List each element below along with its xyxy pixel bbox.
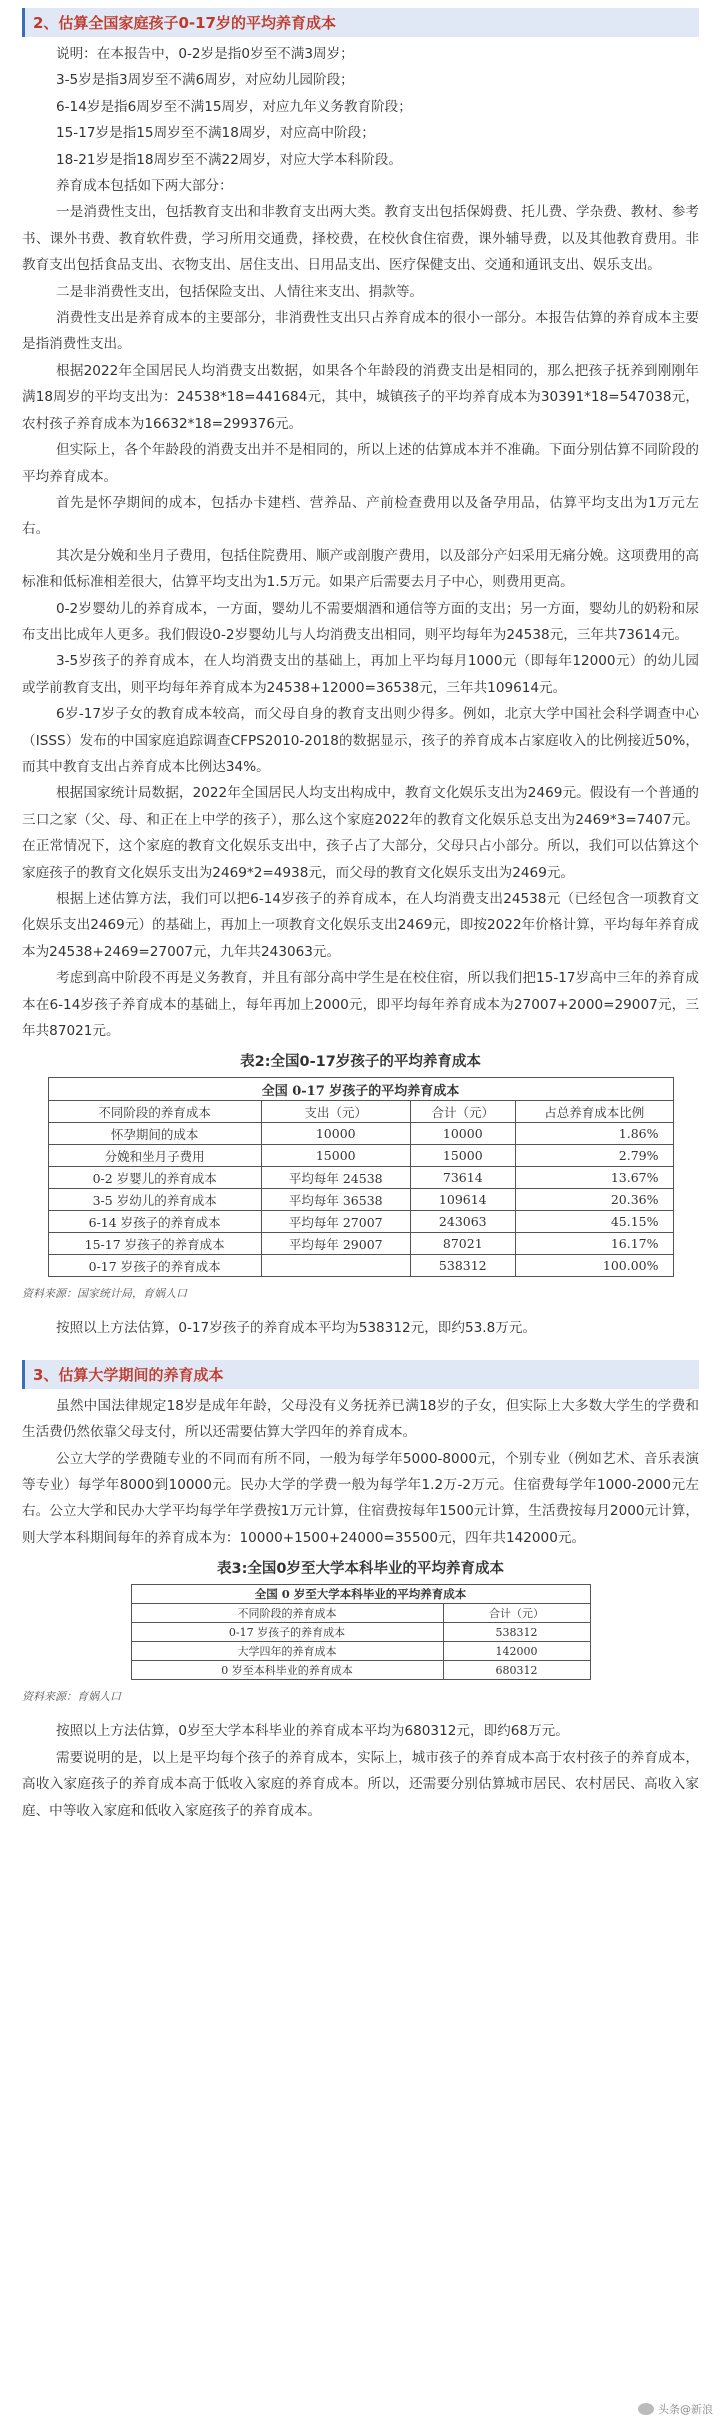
paragraph: 但实际上，各个年龄段的消费支出并不是相同的，所以上述的估算成本并不准确。下面分别估算不同阶段的平均养育成本。 — [22, 442, 699, 485]
column-header: 占总养育成本比例 — [515, 1101, 673, 1123]
table-row — [131, 1661, 590, 1680]
table-cell: 6-14 岁孩子的养育成本 — [48, 1211, 261, 1233]
table-row — [48, 1211, 673, 1233]
table-cell: 538312 — [410, 1255, 515, 1277]
table-cell — [261, 1255, 410, 1277]
paragraph: 需要说明的是，以上是平均每个孩子的养育成本，实际上，城市孩子的养育成本高于农村孩子的养育成本，高收入家庭孩子的养育成本高于低收入家庭的养育成本。所以，还需要分别估算城市居民、农村居民、高收入家庭、中等收入家庭和低收入家庭孩子的养育成本。 — [22, 1749, 699, 1819]
table-cell: 45.15% — [515, 1211, 673, 1233]
paragraph: 根据国家统计局数据，2022年全国居民人均支出构成中，教育文化娱乐支出为2469元。假设有一个普通的三口之家（父、母、和正在上中学的孩子），那么这个家庭2022年的教育文化娱乐总支出为2469*3=7407元。在正常情况下，这个家庭的教育文化娱乐支出中，孩子占了大部分，父母只占小部分。所以，我们可以估算这个家庭孩子的教育文化娱乐支出为2469*2=4938元，而父母的教育文化娱乐支出为2469元。 — [22, 785, 699, 881]
table-cell: 15-17 岁孩子的养育成本 — [48, 1233, 261, 1255]
table-cell: 2.79% — [515, 1145, 673, 1167]
column-header: 不同阶段的养育成本 — [131, 1604, 443, 1623]
table-row — [48, 1233, 673, 1255]
paragraph: 0-2岁婴幼儿的养育成本，一方面，婴幼儿不需要烟酒和通信等方面的支出；另一方面，婴幼儿的奶粉和尿布支出比成年人更多。我们假设0-2岁婴幼儿与人均消费支出相同，则平均每年为24538元，三年共73614元。 — [22, 600, 699, 643]
column-header: 合计（元） — [410, 1101, 515, 1123]
paragraph: 二是非消费性支出，包括保险支出、人情往来支出、捐款等。 — [56, 283, 424, 300]
table-2 — [48, 1077, 674, 1277]
table-cell: 680312 — [443, 1661, 590, 1680]
definition-line: 说明：在本报告中，0-2岁是指0岁至不满3周岁； — [56, 46, 354, 62]
table-cell: 0-2 岁婴儿的养育成本 — [48, 1167, 261, 1189]
definition-line: 18-21岁是指18周岁至不满22周岁，对应大学本科阶段。 — [56, 151, 402, 168]
paragraph: 考虑到高中阶段不再是义务教育，并且有部分高中学生是在校住宿，所以我们把15-17岁高中三年的养育成本在6-14岁孩子养育成本的基础上，每年再加上2000元，即平均每年养育成本为27007+2000=29007元，三年共87021元。 — [22, 970, 699, 1040]
definition-line: 养育成本包括如下两大部分： — [56, 178, 233, 195]
table-cell: 87021 — [410, 1233, 515, 1255]
watermark — [638, 2401, 713, 2417]
table-cell: 20.36% — [515, 1189, 673, 1211]
section-3-heading: 3、估算大学期间的养育成本 — [22, 1360, 699, 1389]
paragraph: 首先是怀孕期间的成本，包括办卡建档、营养品、产前检查费用以及备孕用品，估算平均支出为1万元左右。 — [22, 494, 699, 538]
paragraph: 3-5岁孩子的养育成本，在人均消费支出的基础上，再加上平均每月1000元（即每年12000元）的幼儿园或学前教育支出，则平均每年养育成本为24538+12000=36538元，三年共109614元。 — [22, 653, 699, 696]
paragraph: 按照以上方法估算，0-17岁孩子的养育成本平均为538312元，即约53.8万元。 — [56, 1320, 537, 1337]
table-row — [48, 1167, 673, 1189]
table-row — [131, 1642, 590, 1661]
paragraph: 虽然中国法律规定18岁是成年年龄，父母没有义务抚养已满18岁的子女，但实际上大多数大学生的学费和生活费仍然依靠父母支付，所以还需要估算大学四年的养育成本。 — [22, 1397, 699, 1441]
table-cell: 3-5 岁幼儿的养育成本 — [48, 1189, 261, 1211]
table-cell: 10000 — [410, 1123, 515, 1145]
table-row — [48, 1189, 673, 1211]
paragraph: 按照以上方法估算，0岁至大学本科毕业的养育成本平均为680312元，即约68万元。 — [56, 1723, 569, 1740]
paragraph: 根据2022年全国居民人均消费支出数据，如果各个年龄段的消费支出是相同的，那么把孩子抚养到刚刚年满18周岁的平均支出为：24538*18=441684元，其中，城镇孩子的平均养育成本为30391*18=547038元，农村孩子养育成本为16632*18=299376元。 — [22, 362, 699, 432]
table-cell: 10000 — [261, 1123, 410, 1145]
table-row — [131, 1623, 590, 1642]
table-row — [48, 1123, 673, 1145]
weibo-logo-icon — [638, 2403, 654, 2415]
table-3 — [131, 1584, 591, 1680]
table-2-title: 表2:全国0-17岁孩子的平均养育成本 — [240, 1054, 481, 1071]
table-cell: 分娩和坐月子费用 — [48, 1145, 261, 1167]
table-cell: 平均每年 24538 — [261, 1167, 410, 1189]
table-cell: 平均每年 27007 — [261, 1211, 410, 1233]
table-caption: 全国 0-17 岁孩子的平均养育成本 — [48, 1078, 673, 1101]
table-cell: 怀孕期间的成本 — [48, 1123, 261, 1145]
table-cell: 109614 — [410, 1189, 515, 1211]
paragraph: 根据上述估算方法，我们可以把6-14岁孩子的养育成本，在人均消费支出24538元（已经包含一项教育文化娱乐支出2469元）的基础上，再加上一项教育文化娱乐支出2469元，即按2022年价格计算，平均每年养育成本为24538+2469=27007元，九年共243063元。 — [22, 891, 699, 960]
paragraph: 6岁-17岁子女的教育成本较高，而父母自身的教育支出则少得多。例如，北京大学中国社会科学调查中心（ISSS）发布的中国家庭追踪调查CFPS2010-2018的数据显示，孩子的养育成本占家庭收入的比例接近50%，而其中教育支出占养育成本比例达34%。 — [22, 706, 699, 775]
table-cell: 0 岁至本科毕业的养育成本 — [131, 1661, 443, 1680]
column-header: 合计（元） — [443, 1604, 590, 1623]
table-2-source: 资料来源：国家统计局，育娲人口 — [22, 1287, 187, 1301]
table-cell: 平均每年 29007 — [261, 1233, 410, 1255]
column-header: 不同阶段的养育成本 — [48, 1101, 261, 1123]
table-3-source: 资料来源：育娲人口 — [22, 1690, 121, 1704]
table-cell: 0-17 岁孩子的养育成本 — [131, 1623, 443, 1642]
table-cell: 0-17 岁孩子的养育成本 — [48, 1255, 261, 1277]
table-3-title: 表3:全国0岁至大学本科毕业的平均养育成本 — [217, 1561, 504, 1578]
definition-line: 6-14岁是指6周岁至不满15周岁，对应九年义务教育阶段； — [56, 98, 412, 115]
table-cell: 13.67% — [515, 1167, 673, 1189]
table-cell: 16.17% — [515, 1233, 673, 1255]
section-2-heading: 2、估算全国家庭孩子0-17岁的平均养育成本 — [22, 8, 699, 37]
watermark-text: 头条@新浪 — [658, 2403, 713, 2416]
paragraph: 公立大学的学费随专业的不同而有所不同，一般为每学年5000-8000元，个别专业（例如艺术、音乐表演等专业）每学年8000到10000元。民办大学的学费一般为每学年1.2万-2万元。住宿费每学年1000-2000元左右。公立大学和民办大学平均每学年学费按1万元计算，住宿费按每年1500元计算，生活费按每月2000元计算，则大学本科期间每年的养育成本为：10000+1500+24000=35500元，四年共142000元。 — [22, 1450, 699, 1546]
table-cell: 100.00% — [515, 1255, 673, 1277]
column-header: 支出（元） — [261, 1101, 410, 1123]
table-row — [48, 1145, 673, 1167]
table-cell: 538312 — [443, 1623, 590, 1642]
table-cell: 73614 — [410, 1167, 515, 1189]
definition-line: 3-5岁是指3周岁至不满6周岁，对应幼儿园阶段； — [56, 72, 354, 89]
definition-line: 15-17岁是指15周岁至不满18周岁，对应高中阶段； — [56, 125, 375, 142]
table-row — [48, 1255, 673, 1277]
table-cell: 243063 — [410, 1211, 515, 1233]
table-caption: 全国 0 岁至大学本科毕业的平均养育成本 — [131, 1585, 590, 1604]
table-cell: 平均每年 36538 — [261, 1189, 410, 1211]
table-cell: 15000 — [261, 1145, 410, 1167]
table-cell: 15000 — [410, 1145, 515, 1167]
paragraph: 其次是分娩和坐月子费用，包括住院费用、顺产或剖腹产费用，以及部分产妇采用无痛分娩。这项费用的高标准和低标准相差很大，估算平均支出为1.5万元。如果产后需要去月子中心，则费用更高。 — [22, 547, 699, 591]
table-cell: 1.86% — [515, 1123, 673, 1145]
table-cell: 大学四年的养育成本 — [131, 1642, 443, 1661]
paragraph: 一是消费性支出，包括教育支出和非教育支出两大类。教育支出包括保姆费、托儿费、学杂费、教材、参考书、课外书费、教育软件费，学习所用交通费，择校费，在校伙食住宿费，课外辅导费，以及其他教育费用。非教育支出包括食品支出、衣物支出、居住支出、日用品支出、医疗保健支出、交通和通讯支出、娱乐支出。 — [22, 204, 699, 274]
table-cell: 142000 — [443, 1642, 590, 1661]
paragraph: 消费性支出是养育成本的主要部分，非消费性支出只占养育成本的很小一部分。本报告估算的养育成本主要是指消费性支出。 — [22, 310, 699, 353]
